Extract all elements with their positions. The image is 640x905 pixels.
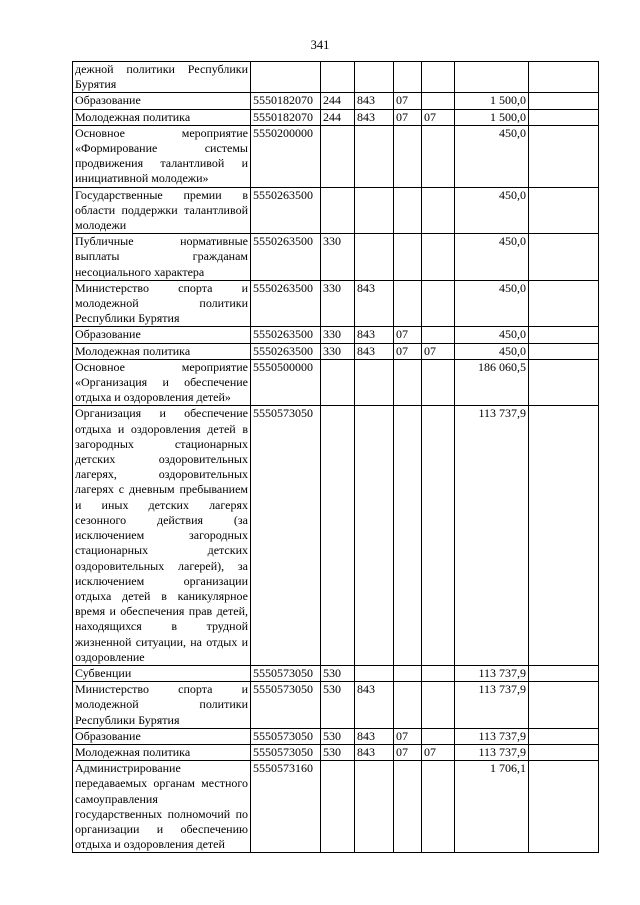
table-row: [73, 234, 599, 281]
row-extra-cell: [529, 682, 599, 729]
row-vr-cell: 244: [321, 109, 355, 125]
row-grbs-cell: 843: [355, 682, 394, 729]
row-extra-cell: [529, 665, 599, 681]
row-code-cell: 5550573050: [251, 728, 321, 744]
row-rz-cell: 07: [394, 744, 422, 760]
row-code-cell: 5550573050: [251, 744, 321, 760]
row-rz-cell: [394, 359, 422, 406]
row-sum-cell: 450,0: [455, 327, 529, 343]
row-extra-cell: [529, 62, 599, 93]
budget-table: [72, 61, 599, 853]
row-pr-cell: [422, 728, 455, 744]
row-extra-cell: [529, 187, 599, 234]
row-rz-cell: [394, 280, 422, 327]
row-code-cell: 5550182070: [251, 109, 321, 125]
row-name-cell: Министерство спорта и молодежной политики Республики Бурятия: [73, 280, 251, 327]
row-sum-cell: 450,0: [455, 234, 529, 281]
row-vr-cell: [321, 62, 355, 93]
row-extra-cell: [529, 109, 599, 125]
row-pr-cell: [422, 187, 455, 234]
row-pr-cell: [422, 280, 455, 327]
row-vr-cell: 530: [321, 744, 355, 760]
row-code-cell: 5550573050: [251, 665, 321, 681]
page-number: 341: [310, 38, 330, 52]
row-rz-cell: 07: [394, 728, 422, 744]
table-row: [73, 187, 599, 234]
row-rz-cell: 07: [394, 109, 422, 125]
row-code-cell: [251, 62, 321, 93]
row-rz-cell: [394, 682, 422, 729]
row-sum-cell: 450,0: [455, 125, 529, 187]
row-name-cell: Основное мероприятие «Организация и обеспечение отдыха и оздоровления детей»: [73, 359, 251, 406]
row-vr-cell: [321, 761, 355, 853]
table-row: [73, 665, 599, 681]
row-vr-cell: [321, 406, 355, 665]
row-sum-cell: 450,0: [455, 280, 529, 327]
row-name-cell: Молодежная политика: [73, 744, 251, 760]
row-sum-cell: 113 737,9: [455, 665, 529, 681]
row-grbs-cell: [355, 62, 394, 93]
row-extra-cell: [529, 327, 599, 343]
row-pr-cell: [422, 327, 455, 343]
row-vr-cell: 330: [321, 234, 355, 281]
row-rz-cell: [394, 761, 422, 853]
table-row: [73, 280, 599, 327]
row-sum-cell: 1 500,0: [455, 93, 529, 109]
row-sum-cell: 186 060,5: [455, 359, 529, 406]
row-sum-cell: [455, 62, 529, 93]
row-pr-cell: 07: [422, 109, 455, 125]
row-grbs-cell: [355, 406, 394, 665]
row-code-cell: 5550573160: [251, 761, 321, 853]
row-rz-cell: 07: [394, 93, 422, 109]
row-rz-cell: [394, 234, 422, 281]
row-vr-cell: [321, 187, 355, 234]
row-code-cell: 5550263500: [251, 187, 321, 234]
row-sum-cell: 1 500,0: [455, 109, 529, 125]
row-grbs-cell: [355, 187, 394, 234]
row-sum-cell: 450,0: [455, 187, 529, 234]
row-vr-cell: 530: [321, 665, 355, 681]
row-vr-cell: 330: [321, 280, 355, 327]
row-name-cell: дежной политики Республики Бурятия: [73, 62, 251, 93]
row-grbs-cell: [355, 359, 394, 406]
row-code-cell: 5550182070: [251, 93, 321, 109]
table-row: [73, 744, 599, 760]
row-pr-cell: 07: [422, 744, 455, 760]
table-row: [73, 109, 599, 125]
row-extra-cell: [529, 125, 599, 187]
row-name-cell: Образование: [73, 728, 251, 744]
row-vr-cell: 530: [321, 728, 355, 744]
row-pr-cell: 07: [422, 343, 455, 359]
row-name-cell: Образование: [73, 93, 251, 109]
row-extra-cell: [529, 93, 599, 109]
row-grbs-cell: [355, 761, 394, 853]
table-row: [73, 406, 599, 665]
row-rz-cell: 07: [394, 343, 422, 359]
row-pr-cell: [422, 62, 455, 93]
row-sum-cell: 1 706,1: [455, 761, 529, 853]
row-rz-cell: 07: [394, 327, 422, 343]
row-code-cell: 5550263500: [251, 280, 321, 327]
row-extra-cell: [529, 280, 599, 327]
row-vr-cell: [321, 125, 355, 187]
row-vr-cell: 330: [321, 343, 355, 359]
row-code-cell: 5550573050: [251, 406, 321, 665]
row-code-cell: 5550573050: [251, 682, 321, 729]
row-name-cell: Молодежная политика: [73, 343, 251, 359]
row-rz-cell: [394, 665, 422, 681]
row-pr-cell: [422, 761, 455, 853]
row-code-cell: 5550263500: [251, 234, 321, 281]
row-extra-cell: [529, 359, 599, 406]
row-extra-cell: [529, 234, 599, 281]
row-grbs-cell: 843: [355, 327, 394, 343]
row-pr-cell: [422, 406, 455, 665]
row-name-cell: Молодежная политика: [73, 109, 251, 125]
row-pr-cell: [422, 125, 455, 187]
row-rz-cell: [394, 187, 422, 234]
row-code-cell: 5550500000: [251, 359, 321, 406]
row-extra-cell: [529, 761, 599, 853]
row-name-cell: Основное мероприятие «Формирование системы продвижения талантливой и инициативной молодежи»: [73, 125, 251, 187]
table-row: [73, 343, 599, 359]
row-vr-cell: 530: [321, 682, 355, 729]
table-row: [73, 359, 599, 406]
table-row: [73, 125, 599, 187]
row-grbs-cell: 843: [355, 343, 394, 359]
row-name-cell: Организация и обеспечение отдыха и оздоровления детей в загородных стационарных детских оздоровительных лагерях, оздоровительных лагерях с дневным пребыванием и иных детских лагерях сезонного действия (за исключением загородных стационарных детских оздоровительных лагерей), за исключением организации отдыха детей в каникулярное время и обеспечения прав детей, находящихся в трудной жизненной ситуации, на отдых и оздоровление: [73, 406, 251, 665]
row-vr-cell: 330: [321, 327, 355, 343]
row-vr-cell: 244: [321, 93, 355, 109]
row-pr-cell: [422, 665, 455, 681]
table-row: [73, 761, 599, 853]
row-name-cell: Государственные премии в области поддержки талантливой молодежи: [73, 187, 251, 234]
row-rz-cell: [394, 125, 422, 187]
row-grbs-cell: 843: [355, 728, 394, 744]
row-rz-cell: [394, 406, 422, 665]
row-sum-cell: 450,0: [455, 343, 529, 359]
row-code-cell: 5550263500: [251, 343, 321, 359]
row-sum-cell: 113 737,9: [455, 682, 529, 729]
row-pr-cell: [422, 359, 455, 406]
row-pr-cell: [422, 234, 455, 281]
row-extra-cell: [529, 728, 599, 744]
row-name-cell: Министерство спорта и молодежной политики Республики Бурятия: [73, 682, 251, 729]
row-sum-cell: 113 737,9: [455, 744, 529, 760]
row-grbs-cell: 843: [355, 280, 394, 327]
table-row: [73, 682, 599, 729]
row-extra-cell: [529, 744, 599, 760]
table-body: [73, 62, 599, 853]
row-grbs-cell: 843: [355, 109, 394, 125]
row-sum-cell: 113 737,9: [455, 406, 529, 665]
row-pr-cell: [422, 93, 455, 109]
row-grbs-cell: [355, 125, 394, 187]
row-pr-cell: [422, 682, 455, 729]
table-row: [73, 62, 599, 93]
row-code-cell: 5550263500: [251, 327, 321, 343]
row-extra-cell: [529, 406, 599, 665]
row-name-cell: Субвенции: [73, 665, 251, 681]
row-rz-cell: [394, 62, 422, 93]
row-grbs-cell: [355, 234, 394, 281]
row-extra-cell: [529, 343, 599, 359]
row-name-cell: Публичные нормативные выплаты гражданам несоциального характера: [73, 234, 251, 281]
row-sum-cell: 113 737,9: [455, 728, 529, 744]
row-grbs-cell: 843: [355, 93, 394, 109]
row-name-cell: Администрирование передаваемых органам местного самоуправления государственных полномочий по организации и обеспечению отдыха и оздоровления детей: [73, 761, 251, 853]
row-vr-cell: [321, 359, 355, 406]
row-grbs-cell: [355, 665, 394, 681]
row-code-cell: 5550200000: [251, 125, 321, 187]
row-name-cell: Образование: [73, 327, 251, 343]
table-row: [73, 93, 599, 109]
table-row: [73, 728, 599, 744]
row-grbs-cell: 843: [355, 744, 394, 760]
table-row: [73, 327, 599, 343]
